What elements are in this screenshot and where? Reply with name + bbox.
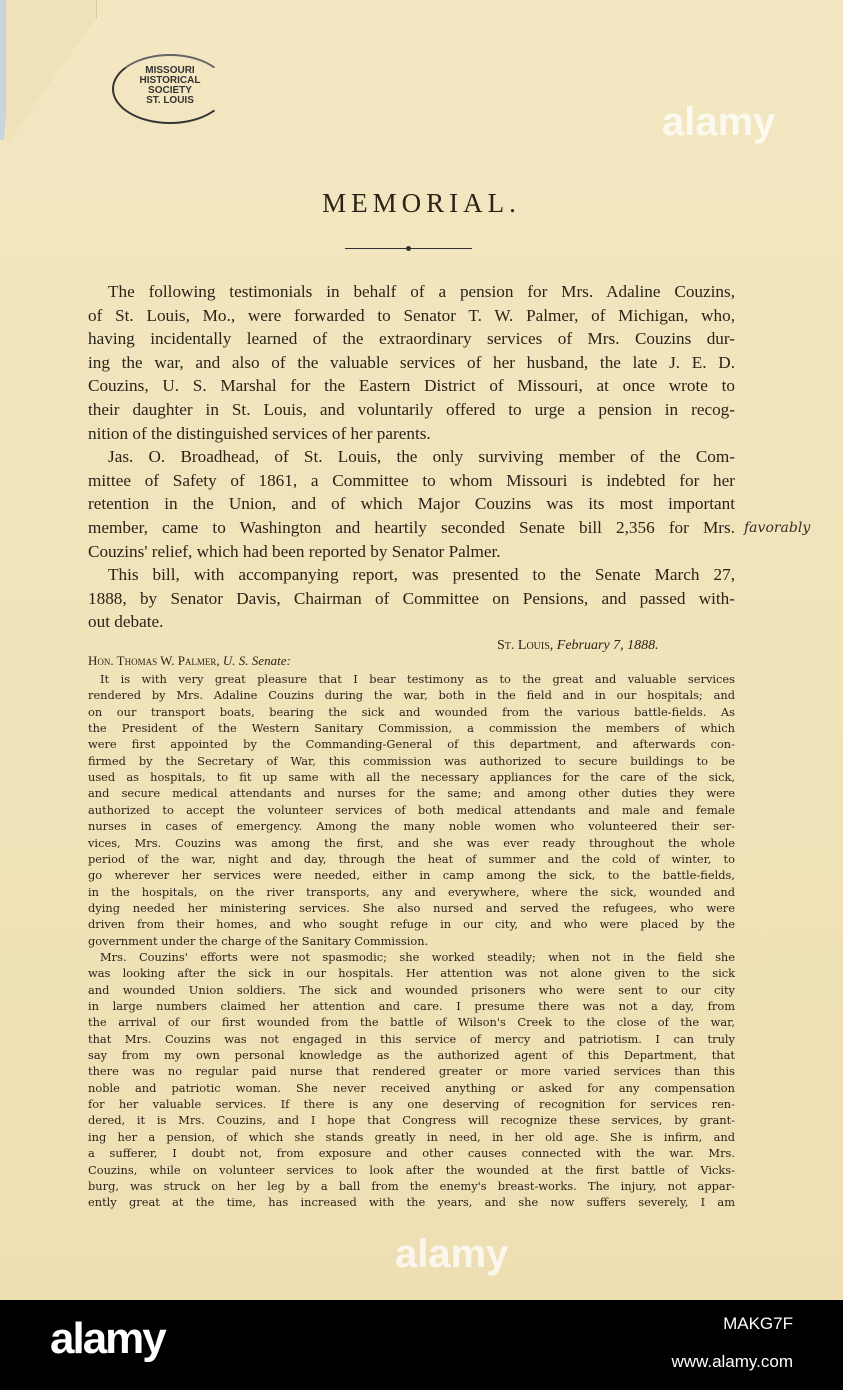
addressee-title: U. S. Senate: bbox=[222, 653, 291, 668]
text-line: vices, Mrs. Couzins was among the first, and she was ever ready throughout the whole bbox=[88, 835, 735, 850]
text-line: Couzins, U. S. Marshal for the Eastern District of Missouri, at once wrote to bbox=[88, 376, 735, 396]
divider-ornament bbox=[406, 246, 411, 251]
text-line: the President of the Western Sanitary Commission, a commission the members of which bbox=[88, 721, 735, 736]
text-line: It is with very great pleasure that I bear testimony as to the great and valuable services bbox=[100, 672, 735, 686]
text-line: rendered by Mrs. Adaline Couzins during the war, both in the field and in our hospitals; and bbox=[88, 688, 735, 703]
text-line: dying needed her ministering services. She also nursed and served the refugees, who were bbox=[88, 900, 735, 915]
text-line: mittee of Safety of 1861, a Committee to whom Missouri is indebted for her bbox=[88, 470, 735, 490]
text-line: Couzins, while on volunteer services to look after the wounded at the first battle of Vicks- bbox=[88, 1162, 735, 1177]
date-place: St. Louis, bbox=[497, 638, 554, 653]
text-line: Mrs. Couzins' efforts were not spasmodic; she worked steadily; when not in the field she bbox=[100, 949, 735, 964]
watermark: alamy bbox=[662, 100, 776, 144]
text-line: out debate. bbox=[88, 612, 164, 632]
text-line: go wherever her services were needed, either in camp among the sick, to the battle-fields, bbox=[88, 868, 735, 883]
handwritten-annotation: favorably bbox=[744, 520, 811, 536]
text-line: were first appointed by the Commanding-General of this department, and afterwards con- bbox=[88, 737, 735, 752]
text-line: dered, it is Mrs. Couzins, and I hope that Congress will recognize these services, by grant- bbox=[88, 1113, 735, 1128]
text-line: firmed by the Secretary of War, this commission was authorized to secure buildings to be bbox=[88, 753, 735, 768]
addressee: Hon. Thomas W. Palmer, bbox=[88, 653, 220, 668]
text-line: period of the war, night and day, through the heat of summer and the cold of winter, to bbox=[88, 851, 735, 866]
stock-footer bbox=[0, 1300, 843, 1390]
text-line: 1888, by Senator Davis, Chairman of Committee on Pensions, and passed with- bbox=[88, 588, 735, 608]
alamy-logo: alamy bbox=[50, 1314, 165, 1363]
stamp-line: SOCIETY bbox=[148, 85, 192, 96]
footer-url: www.alamy.com bbox=[671, 1352, 793, 1371]
text-line: and secure medical attendants and nurses for the same; and among other duties they were bbox=[88, 786, 735, 801]
text-line: member, came to Washington and heartily seconded Senate bill 2,356 for Mrs. bbox=[88, 518, 735, 537]
text-line: in large numbers claimed her attention and care. I presume there was not a day, from bbox=[88, 999, 735, 1013]
text-line: was looking after the sick in our hospitals. Her attention was not alone given to the sick bbox=[88, 966, 735, 981]
letter-dateline bbox=[497, 638, 659, 654]
text-line: ently great at the time, has increased with the years, and she now suffers severely, I am bbox=[88, 1195, 735, 1210]
text-line: the arrival of our first wounded from the battle of Wilson's Creek to the close of the war, bbox=[88, 1015, 735, 1030]
text-line: retention in the Union, and of which Major Couzins was its most important bbox=[88, 494, 735, 514]
text-line: government under the charge of the Sanitary Commission. bbox=[88, 933, 429, 948]
text-line: burg, was struck on her leg by a ball from the enemy's breast-works. The injury, not appar- bbox=[88, 1178, 735, 1193]
salutation bbox=[88, 653, 291, 669]
stamp-line: MISSOURI bbox=[145, 65, 195, 76]
text-line: nition of the distinguished services of her parents. bbox=[88, 423, 431, 443]
text-line: that Mrs. Couzins was not engaged in this service of mercy and patriotism. I can truly bbox=[88, 1031, 735, 1046]
text-line: of St. Louis, Mo., were forwarded to Senator T. W. Palmer, of Michigan, who, bbox=[88, 305, 735, 325]
image-id: MAKG7F bbox=[723, 1314, 793, 1333]
text-line: there was no regular paid nurse that rendered greater or more varied services than this bbox=[88, 1064, 735, 1079]
text-line: The following testimonials in behalf of a pension for Mrs. Adaline Couzins, bbox=[108, 282, 735, 301]
text-line: for her valuable services. If there is any one deserving of recognition for services ren- bbox=[88, 1097, 735, 1112]
date: February 7, 1888. bbox=[556, 638, 659, 653]
text-line: a sufferer, I doubt not, from exposure and other causes connected with the war. Mrs. bbox=[88, 1146, 735, 1161]
text-line: on our transport boats, bearing the sick and wounded from the various battle-fields. As bbox=[88, 704, 735, 719]
stamp-line: HISTORICAL bbox=[139, 75, 201, 86]
text-line: having incidentally learned of the extraordinary services of Mrs. Couzins dur- bbox=[88, 329, 735, 349]
text-line: noble and patriotic woman. She never received anything or asked for any compensation bbox=[88, 1080, 735, 1095]
text-line: This bill, with accompanying report, was presented to the Senate March 27, bbox=[108, 565, 735, 585]
text-line: Jas. O. Broadhead, of St. Louis, the only surviving member of the Com- bbox=[108, 447, 735, 467]
text-line: in the hospitals, on the river transports, any and everywhere, where the sick, wounded and bbox=[88, 884, 735, 899]
text-line: and wounded Union soldiers. The sick and wounded prisoners who were sent to our city bbox=[88, 982, 735, 997]
text-line: Couzins' relief, which had been reported by Senator Palmer. bbox=[88, 541, 501, 561]
text-line: nurses in cases of emergency. Among the many noble women who volunteered their ser- bbox=[88, 819, 735, 834]
text-line: ing her a pension, of which she stands greatly in need, in her old age. She is infirm, and bbox=[88, 1129, 735, 1144]
watermark: alamy bbox=[395, 1232, 509, 1276]
text-line: driven from their homes, and who sought refuge in our city, and who were placed by the bbox=[88, 917, 735, 932]
stamp-line: ST. LOUIS bbox=[146, 95, 194, 106]
text-line: used as hospitals, to fit up same with all the necessary appliances for the care of the sick, bbox=[88, 770, 735, 785]
text-line: say from my own personal knowledge as the authorized agent of this Department, that bbox=[88, 1048, 735, 1063]
text-line: their daughter in St. Louis, and voluntarily offered to urge a pension in recog- bbox=[88, 400, 735, 419]
historical-society-stamp bbox=[112, 54, 228, 124]
document-title: MEMORIAL. bbox=[322, 188, 521, 218]
text-line: ing the war, and also of the valuable services of her husband, the late J. E. D. bbox=[88, 352, 735, 372]
text-line: authorized to accept the volunteer services of both medical attendants and male and female bbox=[88, 802, 735, 817]
